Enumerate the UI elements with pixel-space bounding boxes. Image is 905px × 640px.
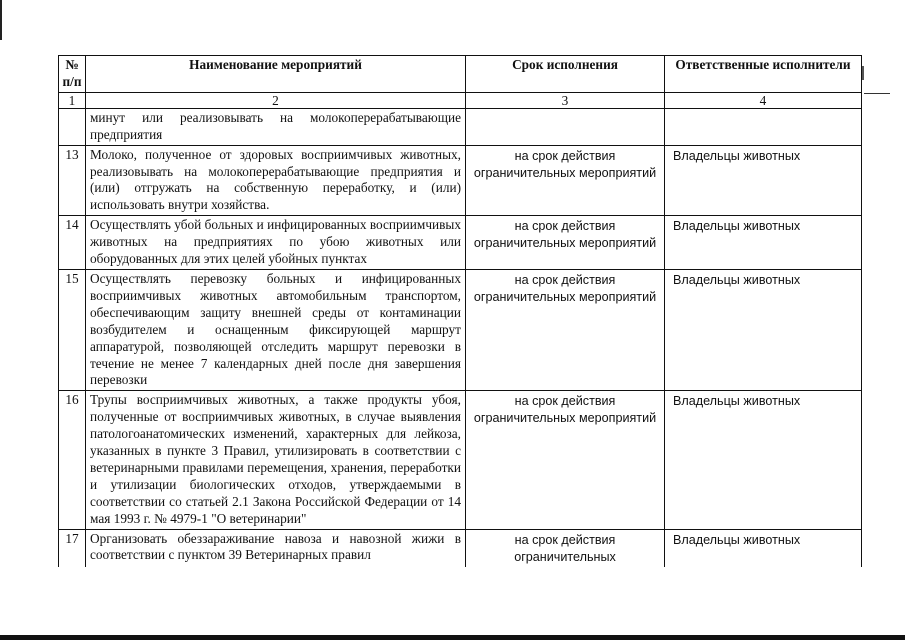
measure-description: Осуществлять перевозку больных и инфицированных восприимчивых животных автомобильным транспортом, обеспечивающим защиту внешней среды от контаминации возбудителем и оснащенным фиксирующей маршрут аппаратурой, позволяющей отследить маршрут перевозки в течение не менее 7 календарных дней после дня завершения перевозки: [86, 269, 466, 390]
table-row: [59, 391, 862, 529]
table-row: [59, 529, 862, 567]
measures-table: [58, 55, 862, 567]
scan-edge-mark: [0, 0, 2, 40]
measure-description: Молоко, полученное от здоровых восприимчивых животных, реализовывать на молокоперерабатывающие предприятия и (или) отгружать на собственную переработку, и (или) использовать внутри хозяйства.: [86, 145, 466, 216]
scan-bottom-edge: [0, 635, 905, 640]
column-number: 1: [59, 92, 86, 108]
responsible-cell: Владельцы животных: [665, 216, 862, 270]
header-term: Срок исполнения: [466, 56, 665, 93]
header-responsible: Ответственные исполнители: [665, 56, 862, 93]
row-number: 15: [59, 269, 86, 390]
column-number: 4: [665, 92, 862, 108]
table-header-row: [59, 56, 862, 93]
responsible-cell: Владельцы животных: [665, 269, 862, 390]
header-number: № п/п: [59, 56, 86, 93]
column-number-row: [59, 92, 862, 108]
responsible-cell: Владельцы животных: [665, 145, 862, 216]
responsible-cell: Владельцы животных: [665, 391, 862, 529]
header-measure-name: Наименование мероприятий: [86, 56, 466, 93]
table-row: [59, 216, 862, 270]
responsible-cell: [665, 108, 862, 145]
row-number: 13: [59, 145, 86, 216]
column-number: 3: [466, 92, 665, 108]
row-number: 16: [59, 391, 86, 529]
scan-margin-mark: [862, 66, 864, 80]
term-cell: на срок действия ограничительных мероприятий: [466, 216, 665, 270]
table-row: [59, 145, 862, 216]
column-number: 2: [86, 92, 466, 108]
table-row: [59, 269, 862, 390]
responsible-cell: Владельцы животных: [665, 529, 862, 567]
term-cell: на срок действия ограничительных мероприятий: [466, 391, 665, 529]
row-number: 17: [59, 529, 86, 567]
measure-description: Организовать обеззараживание навоза и навозной жижи в соответствии с пунктом 39 Ветеринарных правил: [86, 529, 466, 567]
measure-description: минут или реализовывать на молокоперерабатывающие предприятия: [86, 108, 466, 145]
term-cell: [466, 108, 665, 145]
measure-description: Осуществлять убой больных и инфицированных восприимчивых животных на предприятиях по убою животных или оборудованных для этих целей убойных пунктах: [86, 216, 466, 270]
term-cell: на срок действия ограничительных мероприятий: [466, 145, 665, 216]
term-cell: на срок действия ограничительных: [466, 529, 665, 567]
scan-margin-mark: [864, 93, 890, 94]
row-number: [59, 108, 86, 145]
term-cell: на срок действия ограничительных мероприятий: [466, 269, 665, 390]
measure-description: Трупы восприимчивых животных, а также продукты убоя, полученные от восприимчивых животных, в случае выявления патологоанатомических изменений, характерных для лейкоза, указанных в пункте 3 Правил, утилизировать в соответствии с ветеринарными правилами перемещения, хранения, переработки и утилизации биологических отходов, утверждаемыми в соответствии со статьей 2.1 Закона Российской Федерации от 14 мая 1993 г. № 4979-1 "О ветеринарии": [86, 391, 466, 529]
row-number: 14: [59, 216, 86, 270]
table-row: [59, 108, 862, 145]
